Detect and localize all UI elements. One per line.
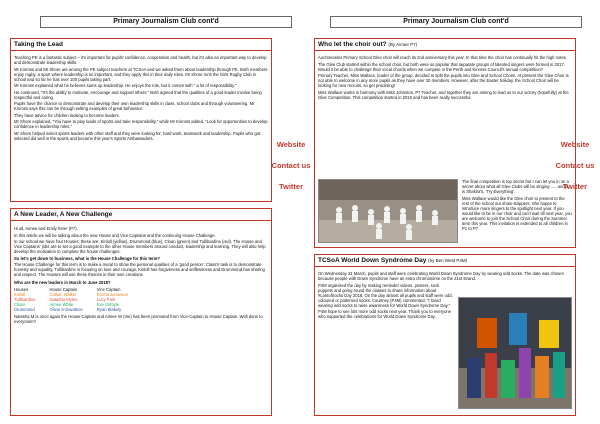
table-row (14, 307, 142, 312)
contact-us-link[interactable]: Contact us (555, 161, 595, 170)
paragraph: In our school we have four Houses; these are: Kinloll (yellow), Drummond (blue), Cloan (green) and Tullibardine (red). The House and Vice Captains' jobs are to set a good example to the other House members around conduct, leadership and learning. They will also help develop the motivation to complete the house challenges. (14, 239, 266, 254)
article-title: A New Leader, A New Challenge (14, 211, 113, 218)
paragraph: The House Challenge for this term is to make a mural to show the personal qualities of a 'good person'. Class's task is to demonstrate honesty and equality, Tullibardine is focusing on love and courage, Kinloll has forgiveness and selflessness and Drummond has sharing and respect. The Houses will use these themes in their own creations. (14, 262, 265, 277)
odd-socks-photo-image (459, 298, 572, 409)
website-link[interactable]: Website (560, 140, 590, 149)
captain-cell: Natasha Myles (49, 297, 78, 302)
leaders-table (14, 287, 142, 312)
article-title: Taking the Lead (14, 41, 63, 48)
title-text: Who let the choir out? (318, 41, 387, 48)
paragraph: Primary Teacher, Miss Wallace, leader of the group, decided to split the pupils into Glee and School Choirs. At present the Glee Choir is not able to welcome in any more pupils as they have over 30 members. However, after the Easter holiday, the School Choir will be looking for new recruits, so get practising! (318, 73, 569, 88)
col-header: House Captain (49, 287, 78, 292)
paragraph: The Glee Club started within the school choir, but both were so popular that separate groups of talented singers were formed in 2017. Would it be able to challenge their vocal chords when we compete in the Perth and Kinross Council's annual competition? (318, 61, 565, 72)
article-down-syndrome-day (314, 254, 576, 416)
captain-cell: Aimee White (49, 302, 74, 307)
right-page (304, 4, 596, 420)
page-header: Primary Journalism Club cont'd (330, 16, 582, 28)
paragraph: Mr Kinross and Mr Shore are among the PE subject teachers at TCSoA and we asked them about leadership through PE. Both members enjoy rugby, a sport where leadership is so important, and they apply this in their daily roles. Mr Shore runs the Girls Rugby Club in school and so far he has over 100 pupils taking part. (14, 66, 268, 82)
twitter-link[interactable]: Twitter (562, 182, 588, 191)
house-cell: Drummond (14, 307, 35, 312)
col-header: Houses (14, 287, 29, 292)
paragraph: Teaching PE is a fantastic subject – it's important for pupils' confidence, cooperation and health, but it's also an important way to develop and demonstrate leadership skills. (14, 55, 267, 65)
article-body (318, 283, 454, 320)
paragraph: Auchterarder Primary School Glee choir will reach its 2nd anniversary this year. In that time the choir has continually hit the high notes. (318, 55, 568, 60)
paragraph: Natasha M is once again the House Captain and Aimee W (me) has been promoted from Vice-Captain to House Captain. Well done to everyone!!!! (14, 314, 263, 324)
paragraph: He continued, "It's the ability to motivate, encourage and support others." Both agreed that the qualities of a good leader involve being respectful and caring. (14, 89, 262, 100)
paragraph: P4M organised the day by making reminder videos, posters, sock puppets and going round the classes to share information about #LotsofSocks Day 2018. On the day almost all pupils and staff were odd, coloured or patterned socks. Courtney (P4M) commented, "I loved wearing odd socks to raise awareness for World Down Syndrome Day." (318, 282, 453, 308)
paragraph: Miss Wallace would like the Glee choir to present to the rest of the school our show-stoppers. She hopes to introduce more singers to the spotlight next year. If you would like to be in our choir and can't wait till next year, you are welcome to join the School Choir during the Summer term this year. This invitation is extended to all children in P1 to P7. (462, 195, 572, 231)
paragraph: Mr Shore explained, "You have to play loads of sports and take responsibility," while Mr Kinross added, "Look for opportunities to develop confidence in leadership roles." (14, 119, 268, 129)
paragraph: Mr Shore helped select sports leaders with other staff and they were looking for; hard work, teamwork and leadership. Pupils who got selected did well in the sports and became this year's Sports Ambassadors. (14, 130, 261, 141)
vice-cell: Eve Gilfoyle (96, 302, 120, 307)
paragraph: P4M hope to see lots more odd socks next year. Thank you to everyone who supported the celebrations for World Down Syndrome Day. (318, 309, 452, 319)
choir-photo-image (319, 180, 458, 243)
article-choir (314, 38, 576, 248)
choir-photo (318, 179, 458, 243)
website-link[interactable]: Website (276, 140, 306, 149)
paragraph: In this article we will be talking about the new House and Vice Captains and the continuing House Challenge. (14, 232, 216, 238)
captain-cell: Callum Walker (49, 292, 77, 297)
odd-socks-photo (458, 297, 572, 409)
vice-cell: Emma Jamieson (96, 292, 128, 297)
paragraph: Hi all, Aimee and Emily here! (P7). (14, 226, 78, 231)
table-heading: Who are the new leaders in March to June 2018? (14, 280, 111, 285)
house-cell: Tullibardine (14, 297, 36, 302)
paragraph: Pupils have the chance to demonstrate and develop their own leadership skills in class, school clubs and through volunteering. Mr Kinross says this can be through setting examples of great behaviour. (14, 101, 255, 111)
page-header: Primary Journalism Club cont'd (40, 16, 292, 28)
paragraph: Miss Wallace works in harmony with Miss Johnston, P7 Teacher, and together they are aiming to lead us to our victory (hopefully) at the Glee Competition. This competition started in 2015 and has been really successful. (318, 89, 569, 100)
title-text: TCSoA World Down Syndrome Day (318, 257, 427, 264)
left-page (4, 4, 311, 420)
paragraph: On Wednesday 21 March, pupils and staff were celebrating World Down Syndrome Day by wearing odd socks. The date was chosen because people with Down Syndrome have an extra chromosome on the 21st strand. (318, 271, 564, 281)
captain-cell: Olivia S-Davidson (49, 307, 83, 312)
house-cell: Cloan (14, 302, 25, 307)
paragraph: Mr Kinross explained what he believes sums up leadership. He enjoys the role, but it comes with " a lot of responsibility." (14, 83, 237, 88)
byline: (By Aimee P7) (388, 42, 418, 47)
subheading: So let's get down to business, what is the House Challenge for this term? (14, 255, 160, 261)
vice-cell: Lucy Park (96, 297, 116, 302)
byline: (by Ben West P4M) (428, 258, 468, 263)
vice-cell: Ryan Blakely (96, 307, 122, 312)
article-taking-the-lead (10, 38, 272, 202)
paragraph: The final competition is top secret but I can let you in on a secret about what all Glee Clubs will be singing ..... and it is Shakira's, 'Try Everything'. (462, 179, 569, 194)
col-header: Vice Captain (96, 287, 121, 292)
paragraph: They have advice for children looking to become leaders. (14, 112, 120, 118)
article-title (318, 257, 572, 264)
house-cell: Kinloll (14, 292, 26, 297)
twitter-link[interactable]: Twitter (278, 182, 304, 191)
contact-us-link[interactable]: Contact us (271, 161, 311, 170)
article-title (318, 41, 572, 48)
article-new-leader (10, 208, 272, 416)
